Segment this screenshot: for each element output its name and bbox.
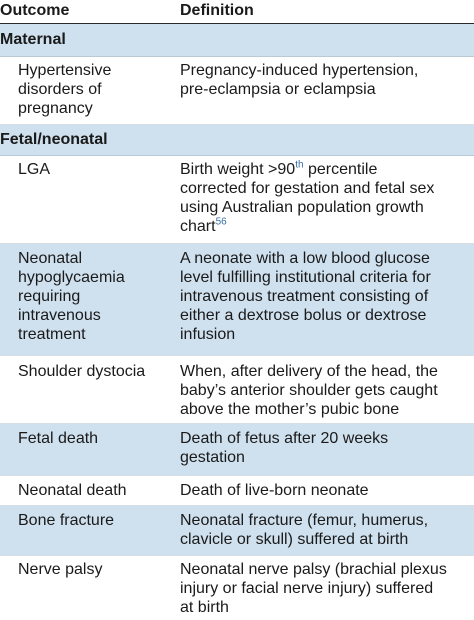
definition-line: baby’s anterior shoulder gets caught [180,382,438,399]
outcome-line: LGA [18,161,51,178]
table-header [0,0,474,24]
definition-line: Death of fetus after 20 weeks [180,430,389,447]
definition-line: clavicle or skull) suffered at birth [180,531,409,548]
definition-line: at birth [180,599,229,616]
definition-text: chart [180,218,216,235]
definition-line: When, after delivery of the head, the [180,363,438,380]
outcome-cell [18,160,168,179]
header-outcome: Outcome [0,2,70,19]
definition-line: either a dextrose bolus or dextrose [180,307,427,324]
definition-line: corrected for gestation and fetal sex [180,180,435,197]
outcome-line: Nerve palsy [18,561,103,578]
definition-line [180,217,472,236]
outcome-line: Neonatal [18,250,83,267]
outcome-line: Fetal death [18,430,99,447]
outcome-line: treatment [18,326,86,343]
section-maternal [0,24,474,57]
outcome-line: Shoulder dystocia [18,363,146,380]
table-row [0,57,474,125]
definition-cell [180,560,472,617]
definition-line: Death of live-born neonate [180,482,369,499]
superscript-th: th [295,159,304,171]
outcome-cell [18,362,168,381]
definition-line: Neonatal nerve palsy (brachial plexus [180,561,447,578]
table-row [0,476,474,506]
outcome-cell [18,511,168,530]
definition-line: pre-eclampsia or eclampsia [180,81,376,98]
outcome-line: intravenous [18,307,101,324]
table-row [0,356,474,424]
definition-line: Pregnancy-induced hypertension, [180,62,419,79]
table-row [0,556,474,620]
outcome-line: pregnancy [18,100,93,117]
table-row [0,156,474,244]
definition-cell [180,429,472,467]
definition-line: intravenous treatment consisting of [180,288,429,305]
table-row [0,506,474,556]
outcome-cell [18,61,168,118]
definition-line: injury or facial nerve injury) suffered [180,580,434,597]
outcome-cell [18,481,168,500]
definition-cell [180,249,472,344]
outcome-line: Bone fracture [18,512,115,529]
header-definition: Definition [180,2,254,19]
definition-cell [180,61,472,99]
outcome-cell [18,560,168,579]
section-title: Fetal/neonatal [0,131,108,148]
definition-line: above the mother’s pubic bone [180,401,400,418]
outcome-line: requiring [18,288,81,305]
definition-text: percentile [303,161,378,178]
section-title: Maternal [0,31,66,48]
definition-cell [180,362,472,419]
definition-line: gestation [180,449,245,466]
outcome-cell [18,249,168,344]
table-row [0,424,474,476]
table-row [0,244,474,356]
definition-line: Neonatal fracture (femur, humerus, [180,512,429,529]
definition-line: using Australian population growth [180,199,424,216]
definition-cell [180,160,472,236]
definition-cell [180,481,472,500]
outcome-line: disorders of [18,81,102,98]
definition-line [180,160,472,179]
reference-superscript[interactable]: 56 [215,216,227,228]
outcome-cell [18,429,168,448]
outcome-line: Hypertensive [18,62,112,79]
outcome-line: Neonatal death [18,482,127,499]
outcome-line: hypoglycaemia [18,269,125,286]
definition-text: Birth weight >90 [180,161,296,178]
definition-cell [180,511,472,549]
definition-line: infusion [180,326,236,343]
definition-line: level fulfilling institutional criteria for [180,269,431,286]
section-fetal-neonatal [0,125,474,156]
definition-line: A neonate with a low blood glucose [180,250,430,267]
